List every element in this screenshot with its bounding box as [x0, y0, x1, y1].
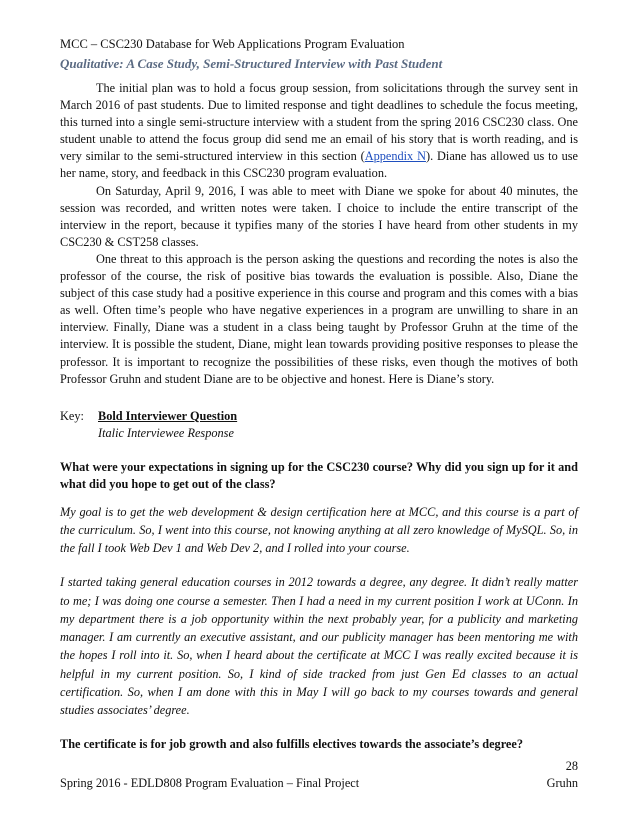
paragraph-1-text-a: The initial plan was to hold a focus group session, from solicitations through the survey sent in March 2016 of past students. Due to limited response and tight deadlines to schedule the focus meeting, this turned into a single semi-structure interview with a student from the spring 2016 CSC230 class. One student unable to attend the focus group did send me an email of his story that is worth reading, and is very similar to the semi-structured interview in this section ( [60, 81, 578, 164]
key-question-style: Bold Interviewer Question [98, 408, 238, 423]
key-response-style: Italic Interviewee Response [98, 425, 234, 440]
paragraph-1-text-b: ). Diane has allowed us to use her name, story, and feedback in this CSC230 program evaluation. [60, 149, 578, 181]
key-legend [60, 408, 578, 442]
footer-right: Gruhn [546, 776, 578, 790]
appendix-n-link[interactable]: Appendix N [364, 149, 426, 164]
page-number: 28 [565, 759, 578, 773]
footer-left: Spring 2016 - EDLD808 Program Evaluation – Final Project [60, 776, 360, 790]
key-label: Key: [60, 408, 84, 423]
interview-answer-1a: My goal is to get the web development & design certification here at MCC, and this course is a part of the curriculum. So, I went into this course, not knowing anything at all zero knowledge of MySQL. So, in the fall I took Web Dev 1 and Web Dev 2, and I rolled into your course. [60, 504, 578, 556]
interview-answer-1b: I started taking general education courses in 2012 towards a degree, any degree. It didn’t really matter to me; I was doing one course a semester. Then I had a need in my current position I work at UConn. In my department there is a job opportunity within the next probably year, for a publicity and marketing manager. I am currently an executive assistant, and our publicity manager has been mentoring me with the hopes I roll into it. So, when I heard about the certificate at MCC I was really excited because it is helpful in my current position. So, I kind of side tracked from just Gen Ed classes to an actual certification. So, when I am done with this in May I will go back to my courses towards and general studies associates’ degree. [60, 575, 578, 717]
page-footer [60, 776, 578, 791]
paragraph-2: On Saturday, April 9, 2016, I was able to meet with Diane we spoke for about 40 minutes, the session was recorded, and written notes were taken. I choice to include the entire transcript of the interview in the report, because it typifies many of the stories I have heard from other students in my CSC230 & CST258 classes. [60, 183, 578, 249]
paragraph-1 [60, 80, 578, 183]
interview-question-1: What were your expectations in signing up for the CSC230 course? Why did you sign up for it and what did you hope to get out of the class? [60, 459, 578, 491]
interview-question-2: The certificate is for job growth and also fulfills electives towards the associate’s degree? [60, 737, 523, 752]
running-header: MCC – CSC230 Database for Web Applications Program Evaluation [60, 37, 405, 51]
paragraph-3: One threat to this approach is the person asking the questions and recording the notes is also the professor of the course, the risk of positive bias towards the evaluation is possible. Also, Diane the subject of this case study had a positive experience in this course and program and this comes with a bias as well. Often time’s people who have negative experiences in a program are unwilling to share in an interview. Finally, Diane was a student in a class being taught by Professor Gruhn at the time of the interview. It is possible the student, Diane, might lean towards providing positive responses to please the professor. It is important to recognize the possibilities of these risks, even though the motives of both Professor Gruhn and student Diane are to be objective and honest. Here is Diane’s story. [60, 251, 578, 386]
section-subtitle: Qualitative: A Case Study, Semi-Structured Interview with Past Student [60, 56, 443, 71]
key-entries [98, 408, 237, 442]
document-page [60, 36, 578, 753]
